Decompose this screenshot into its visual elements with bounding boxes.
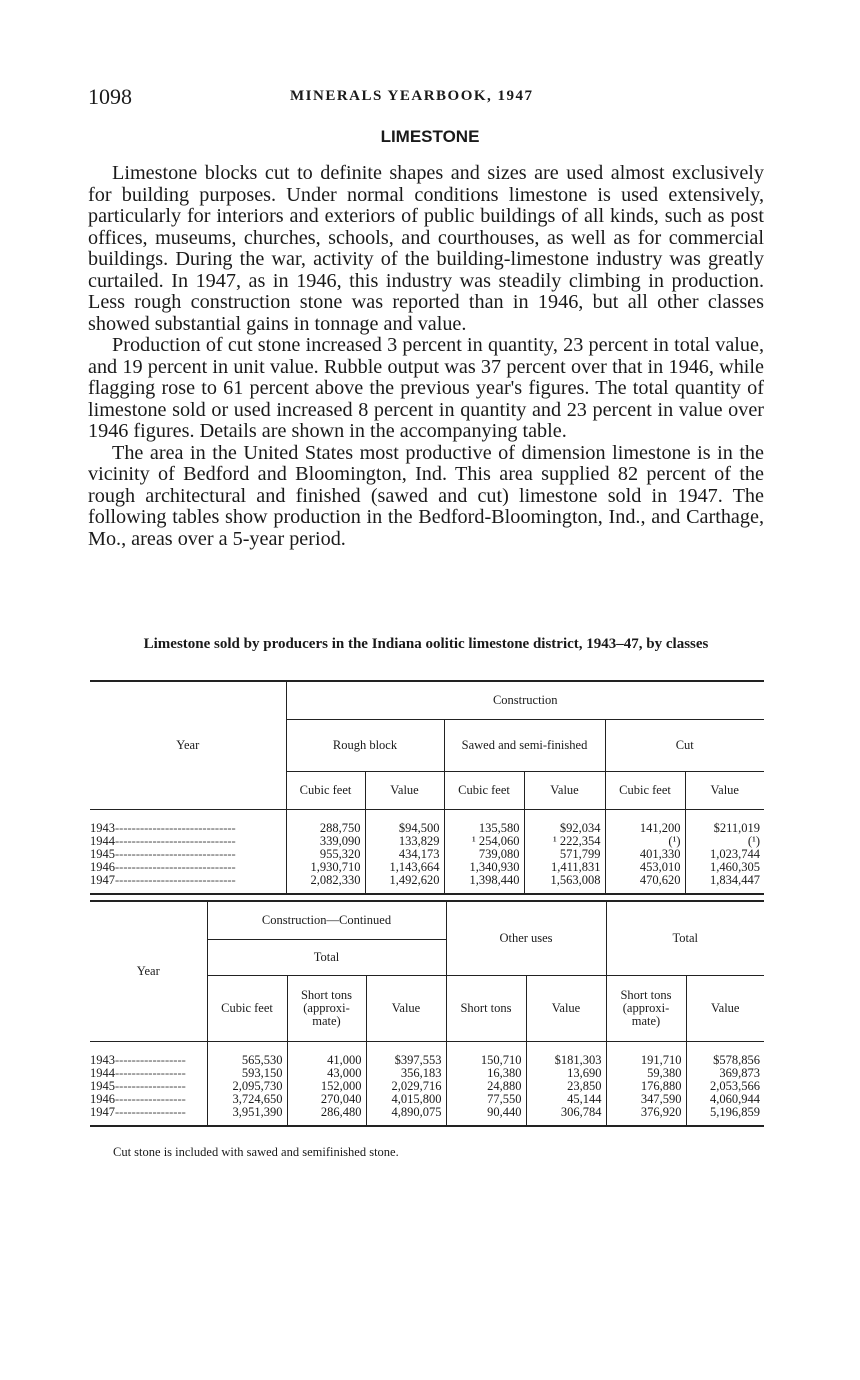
- table-cell: 1,492,620: [365, 874, 444, 894]
- limestone-table-construction: [90, 680, 764, 895]
- year-label: 1946: [90, 1091, 115, 1106]
- dot-leader: -----------------------------: [115, 846, 236, 861]
- value-header: Value: [685, 771, 764, 809]
- table-row: [90, 1041, 764, 1067]
- cubic-feet-header: Cubic feet: [444, 771, 524, 809]
- dot-leader: -----------------------------: [115, 833, 236, 848]
- table-cell: 13,690: [526, 1067, 606, 1080]
- table-cell: 401,330: [605, 848, 685, 861]
- table-cell: 4,890,075: [366, 1106, 446, 1126]
- short-tons-approx-header: Short tons (approxi-mate): [606, 975, 686, 1041]
- table-cell: 1,411,831: [524, 861, 605, 874]
- paragraph-1: Limestone blocks cut to definite shapes and sizes are used almost exclusively for building purposes. Under normal conditions limestone is used extensively, particularly for interiors and exteriors of public buildings of all kinds, such as post offices, museums, churches, schools, and courthouses, as well as for commercial buildings. During the war, activity of the building-limestone industry was greatly curtailed. In 1947, as in 1946, this industry was steadily climbing in production. Less rough construction stone was reported than in 1946, but all other classes showed substantial gains in tonnage and value.: [88, 162, 764, 335]
- table-cell: 2,082,330: [286, 874, 365, 894]
- table-row: [90, 1093, 764, 1106]
- table-cell: 1,340,930: [444, 861, 524, 874]
- table-cell: (¹): [685, 835, 764, 848]
- table-cell: 453,010: [605, 861, 685, 874]
- table-cell: 571,799: [524, 848, 605, 861]
- table-cell: 141,200: [605, 809, 685, 835]
- total-header: Total: [606, 901, 764, 975]
- table-cell: 16,380: [446, 1067, 526, 1080]
- table-cell: 2,095,730: [207, 1080, 287, 1093]
- year-label: 1947: [90, 1104, 115, 1119]
- construction-continued-header: Construction—Continued: [207, 901, 446, 939]
- limestone-table-totals: [90, 900, 764, 1127]
- table-cell: 191,710: [606, 1041, 686, 1067]
- table-cell: 176,880: [606, 1080, 686, 1093]
- page-number: 1098: [88, 84, 132, 109]
- table-cell: (¹): [605, 835, 685, 848]
- table-row: [90, 874, 764, 894]
- construction-header: Construction: [286, 681, 764, 719]
- table-cell: 135,580: [444, 809, 524, 835]
- table-row: [90, 809, 764, 835]
- dot-leader: -----------------------------: [115, 820, 236, 835]
- table-cell: 41,000: [287, 1041, 366, 1067]
- sawed-header: Sawed and semi-finished: [444, 719, 605, 771]
- year-header: Year: [90, 901, 207, 1041]
- table-cell: 347,590: [606, 1093, 686, 1106]
- table-cell: 1,023,744: [685, 848, 764, 861]
- year-cell: [90, 874, 286, 894]
- table-cell: 376,920: [606, 1106, 686, 1126]
- table-cell: $578,856: [686, 1041, 764, 1067]
- section-title: LIMESTONE: [380, 127, 480, 146]
- year-label: 1946: [90, 859, 115, 874]
- dot-leader: -----------------------------: [115, 872, 236, 887]
- table-cell: 270,040: [287, 1093, 366, 1106]
- table-cell: 90,440: [446, 1106, 526, 1126]
- year-cell: [90, 1106, 207, 1126]
- year-label: 1945: [90, 846, 115, 861]
- value-header: Value: [366, 975, 446, 1041]
- other-uses-header: Other uses: [446, 901, 606, 975]
- year-label: 1943: [90, 820, 115, 835]
- table-cell: 339,090: [286, 835, 365, 848]
- table-cell: 4,060,944: [686, 1093, 764, 1106]
- year-cell: [90, 809, 286, 835]
- table-row: [90, 1067, 764, 1080]
- table-cell: 593,150: [207, 1067, 287, 1080]
- table-cell: ¹ 222,354: [524, 835, 605, 848]
- table-cell: 45,144: [526, 1093, 606, 1106]
- table-cell: 3,951,390: [207, 1106, 287, 1126]
- footnote: Cut stone is included with sawed and semifinished stone.: [113, 1145, 399, 1159]
- table-cell: 1,143,664: [365, 861, 444, 874]
- dot-leader: -----------------: [115, 1091, 186, 1106]
- dot-leader: -----------------: [115, 1052, 186, 1067]
- table-cell: 286,480: [287, 1106, 366, 1126]
- table-cell: 24,880: [446, 1080, 526, 1093]
- value-header: Value: [365, 771, 444, 809]
- year-header: Year: [90, 681, 286, 809]
- table-cell: 3,724,650: [207, 1093, 287, 1106]
- value-header: Value: [526, 975, 606, 1041]
- table-cell: 306,784: [526, 1106, 606, 1126]
- table-cell: ¹ 254,060: [444, 835, 524, 848]
- table-cell: 77,550: [446, 1093, 526, 1106]
- construction-total-header: Total: [207, 939, 446, 975]
- table-cell: $211,019: [685, 809, 764, 835]
- dot-leader: -----------------: [115, 1078, 186, 1093]
- table-cell: $92,034: [524, 809, 605, 835]
- table-cell: 152,000: [287, 1080, 366, 1093]
- table-cell: 1,460,305: [685, 861, 764, 874]
- year-label: 1945: [90, 1078, 115, 1093]
- cubic-feet-header: Cubic feet: [207, 975, 287, 1041]
- table-cell: 434,173: [365, 848, 444, 861]
- body-text: [88, 163, 764, 550]
- table-cell: 2,029,716: [366, 1080, 446, 1093]
- value-header: Value: [524, 771, 605, 809]
- table-cell: 1,930,710: [286, 861, 365, 874]
- table-cell: $397,553: [366, 1041, 446, 1067]
- table-cell: 369,873: [686, 1067, 764, 1080]
- year-cell: [90, 1041, 207, 1067]
- table-cell: 133,829: [365, 835, 444, 848]
- table-cell: 59,380: [606, 1067, 686, 1080]
- table-cell: 565,530: [207, 1041, 287, 1067]
- short-tons-header: Short tons: [446, 975, 526, 1041]
- dot-leader: -----------------------------: [115, 859, 236, 874]
- year-label: 1943: [90, 1052, 115, 1067]
- table-caption: Limestone sold by producers in the Indiana oolitic limestone district, 1943–47, by classes: [143, 636, 709, 652]
- table-cell: $181,303: [526, 1041, 606, 1067]
- table-cell: 288,750: [286, 809, 365, 835]
- running-title: MINERALS YEARBOOK, 1947: [290, 88, 534, 104]
- table-cell: 43,000: [287, 1067, 366, 1080]
- year-label: 1944: [90, 833, 115, 848]
- table-cell: 150,710: [446, 1041, 526, 1067]
- year-label: 1947: [90, 872, 115, 887]
- paragraph-3: The area in the United States most productive of dimension limestone is in the vicinity of Bedford and Bloomington, Ind. This area supplied 82 percent of the rough architectural and finished (sawed and cut) limestone sold in 1947. The following tables show production in the Bedford-Bloomington, Ind., and Carthage, Mo., areas over a 5-year period.: [88, 441, 764, 550]
- table-cell: 1,834,447: [685, 874, 764, 894]
- table-cell: 1,563,008: [524, 874, 605, 894]
- table-cell: 1,398,440: [444, 874, 524, 894]
- table-cell: 4,015,800: [366, 1093, 446, 1106]
- table-cell: 5,196,859: [686, 1106, 764, 1126]
- table-cell: 955,320: [286, 848, 365, 861]
- year-label: 1944: [90, 1065, 115, 1080]
- table-cell: 470,620: [605, 874, 685, 894]
- table-row: [90, 1080, 764, 1093]
- short-tons-approx-header: Short tons (approxi-mate): [287, 975, 366, 1041]
- cubic-feet-header: Cubic feet: [286, 771, 365, 809]
- paragraph-2: Production of cut stone increased 3 percent in quantity, 23 percent in total value, and 19 percent in unit value. Rubble output was 37 percent over that in 1946, while flagging rose to 61 percent above the previous year's figures. The total quantity of limestone sold or used increased 8 percent in quantity and 23 percent in value over 1946 figures. Details are shown in the accompanying table.: [88, 334, 764, 442]
- table-cell: $94,500: [365, 809, 444, 835]
- table-cell: 739,080: [444, 848, 524, 861]
- dot-leader: -----------------: [115, 1065, 186, 1080]
- table-cell: 23,850: [526, 1080, 606, 1093]
- value-header: Value: [686, 975, 764, 1041]
- dot-leader: -----------------: [115, 1104, 186, 1119]
- rough-block-header: Rough block: [286, 719, 444, 771]
- cubic-feet-header: Cubic feet: [605, 771, 685, 809]
- cut-header: Cut: [605, 719, 764, 771]
- table-row: [90, 1106, 764, 1126]
- table-cell: 356,183: [366, 1067, 446, 1080]
- table-cell: 2,053,566: [686, 1080, 764, 1093]
